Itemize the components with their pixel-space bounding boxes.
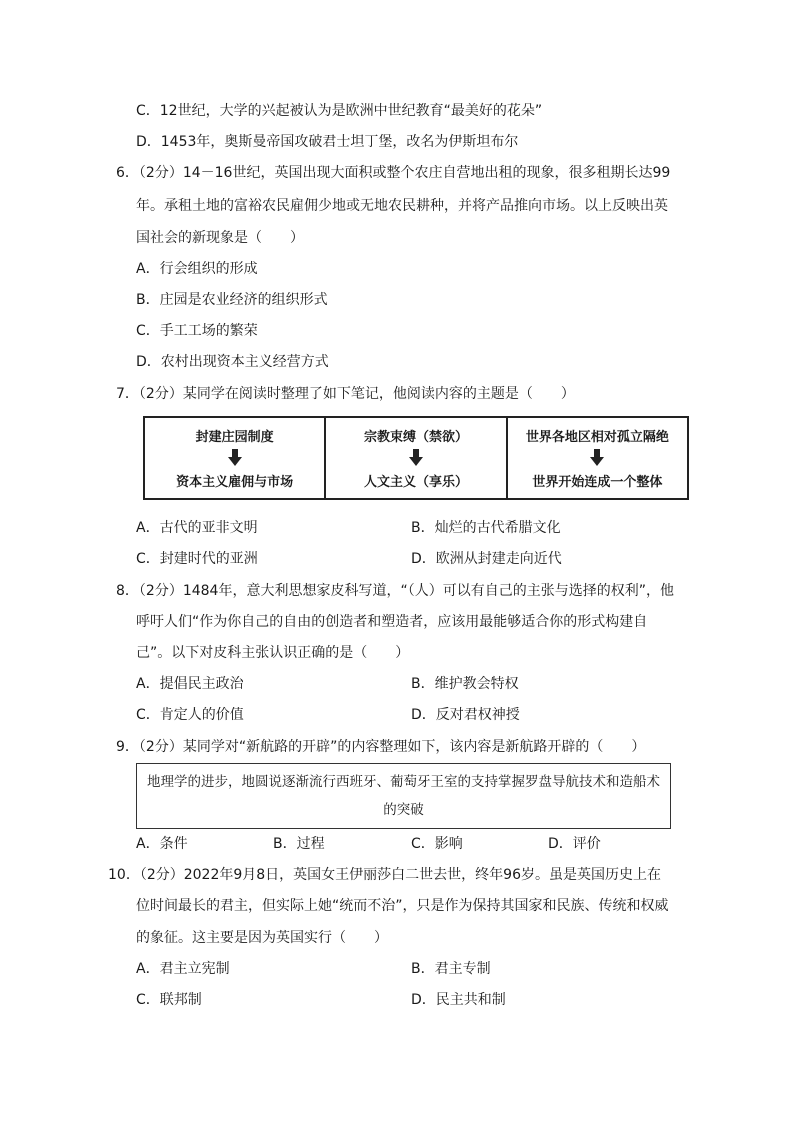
q7-notes-cell-2 bbox=[324, 418, 505, 498]
q7-note-3-top: 世界各地区相对孤立隔绝 bbox=[525, 430, 669, 445]
q7-note-1-top: 封建庄园制度 bbox=[195, 430, 274, 445]
q6-option-b[interactable]: B．庄园是农业经济的组织形式 bbox=[136, 292, 328, 308]
q8-stem-line-2: 呼吁人们“作为你自己的自由的创造者和塑造者，应该用最能够适合你的形式构建自 bbox=[136, 614, 648, 630]
q7-note-1-bottom: 资本主义雇佣与市场 bbox=[176, 475, 294, 490]
q7-option-b[interactable]: B．灿烂的古代希腊文化 bbox=[411, 520, 561, 536]
q7-option-a[interactable]: A．古代的亚非文明 bbox=[136, 520, 258, 536]
q6-option-a[interactable]: A．行会组织的形成 bbox=[136, 261, 258, 277]
q7-option-d[interactable]: D．欧洲从封建走向近代 bbox=[411, 551, 562, 567]
down-arrow-icon bbox=[590, 449, 604, 467]
q7-notes-cell-3 bbox=[506, 418, 687, 498]
q7-note-3-bottom: 世界开始连成一个整体 bbox=[532, 475, 663, 490]
q8-stem-line-1: 8．（2分）1484年，意大利思想家皮科写道，“（人）可以有自己的主张与选择的权利”，他 bbox=[116, 583, 674, 599]
q6-stem-line-1: 6．（2分）14－16世纪，英国出现大面积或整个农庄自营地出租的现象，很多租期长达99 bbox=[116, 165, 671, 181]
q7-notes-cell-1 bbox=[145, 418, 324, 498]
down-arrow-icon bbox=[228, 449, 242, 467]
q9-option-d[interactable]: D．评价 bbox=[548, 836, 601, 852]
q7-note-2-bottom: 人文主义（享乐） bbox=[363, 475, 468, 490]
q8-stem-line-3: 己”。以下对皮科主张认识正确的是（ ） bbox=[136, 645, 410, 661]
q10-option-d[interactable]: D．民主共和制 bbox=[411, 992, 506, 1008]
q9-option-a[interactable]: A．条件 bbox=[136, 836, 188, 852]
q7-note-2-top: 宗教束缚（禁欲） bbox=[363, 430, 468, 445]
q6-option-d[interactable]: D．农村出现资本主义经营方式 bbox=[136, 354, 329, 370]
q6-option-c[interactable]: C．手工工场的繁荣 bbox=[136, 323, 258, 339]
q10-option-a[interactable]: A．君主立宪制 bbox=[136, 961, 230, 977]
q7-option-c[interactable]: C．封建时代的亚洲 bbox=[136, 551, 258, 567]
q10-option-c[interactable]: C．联邦制 bbox=[136, 992, 202, 1008]
q9-content-box bbox=[136, 763, 671, 829]
q9-stem: 9．（2分）某同学对“新航路的开辟”的内容整理如下，该内容是新航路开辟的（ ） bbox=[116, 739, 646, 755]
q9-option-b[interactable]: B．过程 bbox=[273, 836, 325, 852]
q10-stem-line-1: 10．（2分）2022年9月8日，英国女王伊丽莎白二世去世，终年96岁。虽是英国历史上在 bbox=[108, 867, 661, 883]
q8-option-d[interactable]: D．反对君权神授 bbox=[411, 707, 520, 723]
q6-stem-line-3: 国社会的新现象是（ ） bbox=[136, 230, 304, 246]
q7-notes-table bbox=[143, 416, 689, 500]
q10-option-b[interactable]: B．君主专制 bbox=[411, 961, 491, 977]
q5-option-d: D．1453年，奥斯曼帝国攻破君士坦丁堡，改名为伊斯坦布尔 bbox=[136, 134, 519, 150]
q8-option-c[interactable]: C．肯定人的价值 bbox=[136, 707, 244, 723]
q7-stem: 7．（2分）某同学在阅读时整理了如下笔记，他阅读内容的主题是（ ） bbox=[116, 386, 575, 402]
q10-stem-line-3: 的象征。这主要是因为英国实行（ ） bbox=[136, 930, 388, 946]
q6-stem-line-2: 年。承租土地的富裕农民雇佣少地或无地农民耕种，并将产品推向市场。以上反映出英 bbox=[136, 198, 668, 214]
q8-option-b[interactable]: B．维护教会特权 bbox=[411, 676, 519, 692]
q9-option-c[interactable]: C．影响 bbox=[411, 836, 463, 852]
q9-box-line-2: 的突破 bbox=[383, 802, 424, 818]
down-arrow-icon bbox=[409, 449, 423, 467]
q10-stem-line-2: 位时间最长的君主，但实际上她“统而不治”，只是作为保持其国家和民族、传统和权威 bbox=[136, 898, 669, 914]
q5-option-c: C．12世纪，大学的兴起被认为是欧洲中世纪教育“最美好的花朵” bbox=[136, 103, 543, 119]
q8-option-a[interactable]: A．提倡民主政治 bbox=[136, 676, 244, 692]
q9-box-line-1: 地理学的进步，地圆说逐渐流行西班牙、葡萄牙王室的支持掌握罗盘导航技术和造船术 bbox=[147, 774, 660, 790]
